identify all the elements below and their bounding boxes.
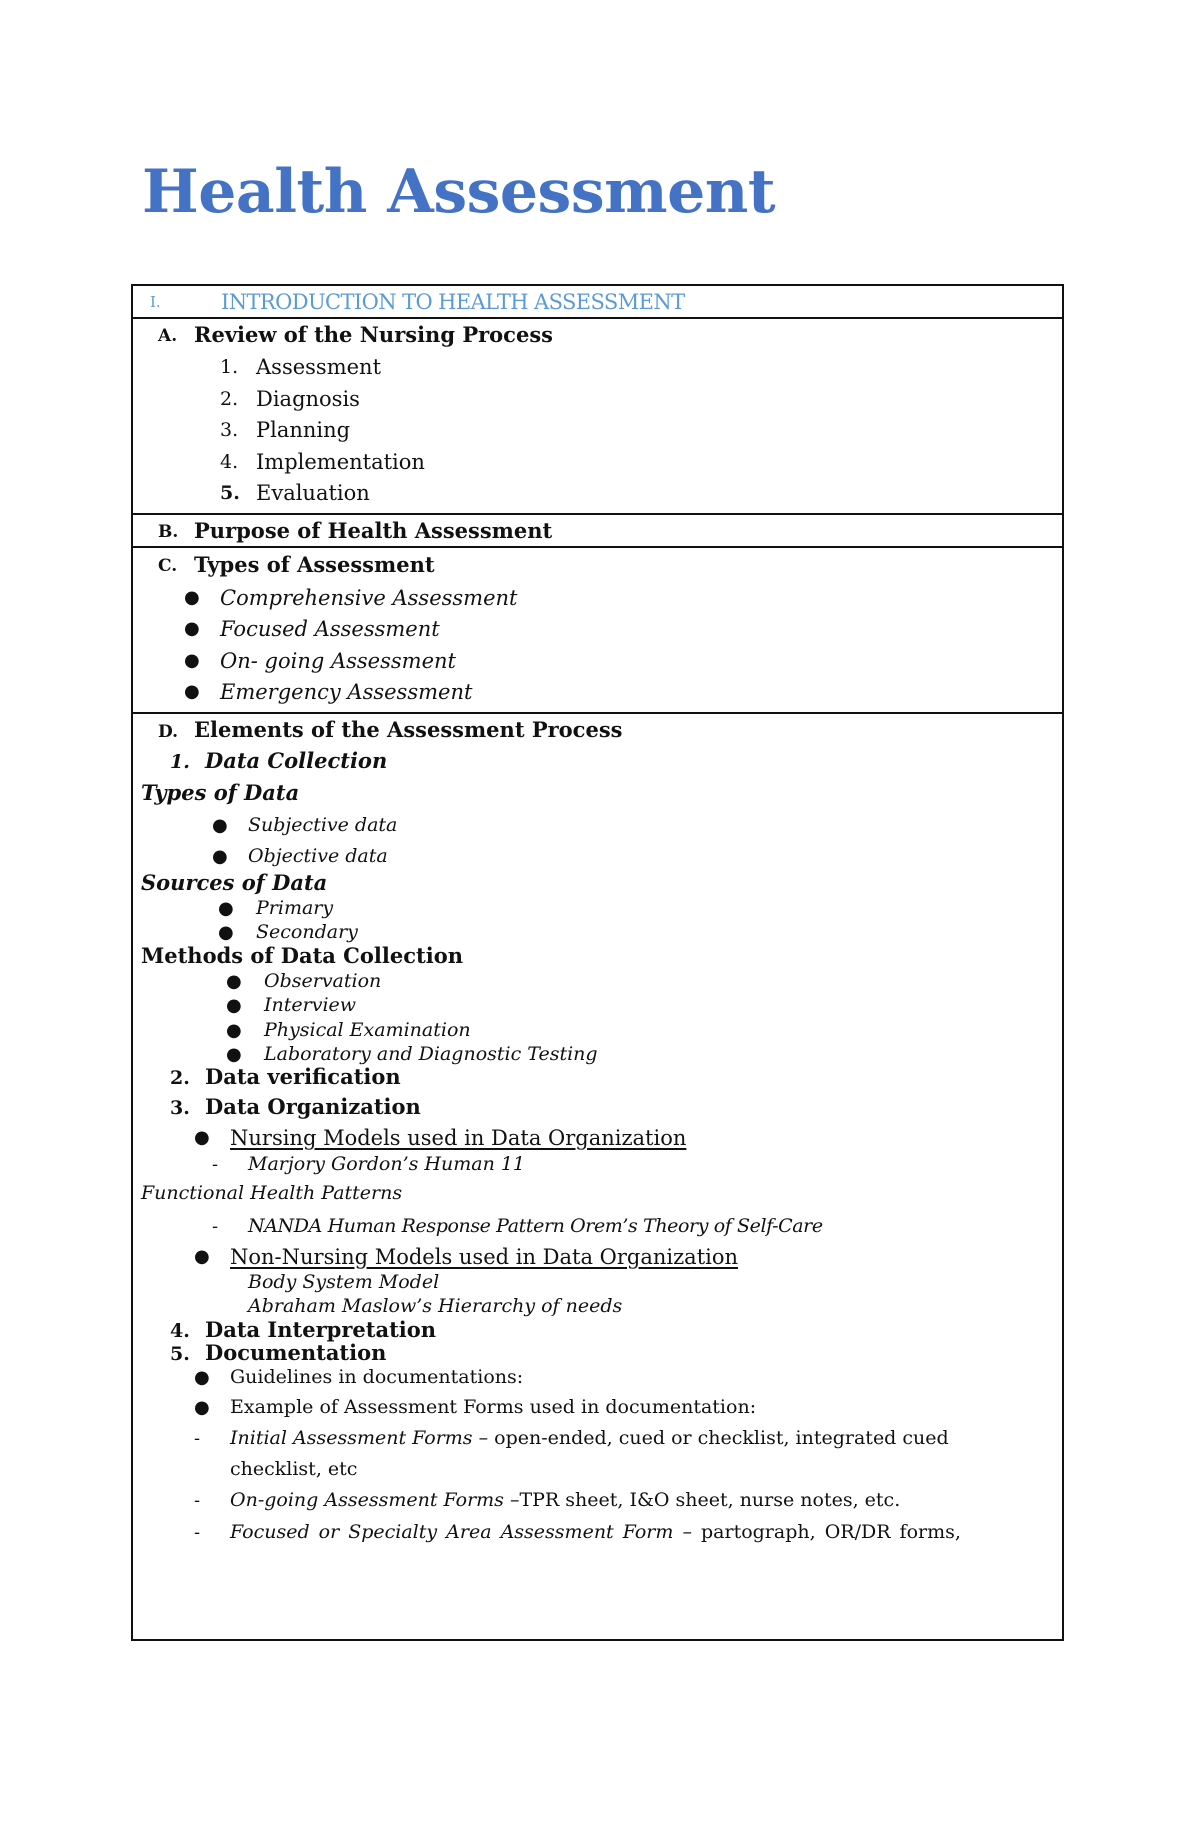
form-line [230, 1520, 961, 1544]
list-item: Functional Health Patterns [141, 1182, 403, 1204]
subsection-number: 1. [170, 751, 190, 773]
section-d-heading: Elements of the Assessment Process [194, 717, 623, 742]
subsection-number: 5. [170, 1343, 190, 1365]
bullet-icon: ● [212, 815, 228, 836]
form-description: – partograph, OR/DR forms, [673, 1521, 961, 1543]
nursing-models-heading: Nursing Models used in Data Organization [230, 1126, 687, 1150]
section-b-letter: B. [158, 522, 179, 542]
list-item-number: 2. [220, 388, 239, 410]
bullet-icon: ● [226, 995, 242, 1016]
section-d-letter: D. [158, 722, 179, 742]
list-item: Physical Examination [264, 1019, 471, 1041]
form-name: Initial Assessment Forms [230, 1427, 473, 1449]
dash-marker: - [212, 1154, 219, 1175]
bullet-icon: ● [184, 618, 200, 639]
form-description: –TPR sheet, I&O sheet, nurse notes, etc. [503, 1489, 901, 1511]
dash-marker: - [194, 1522, 201, 1543]
methods-label: Methods of Data Collection [141, 943, 463, 968]
section-b-heading: Purpose of Health Assessment [194, 518, 553, 543]
non-nursing-models-heading: Non-Nursing Models used in Data Organization [230, 1245, 739, 1269]
section-c-heading: Types of Assessment [194, 552, 435, 577]
bullet-icon: ● [218, 922, 234, 943]
list-item: Comprehensive Assessment [220, 586, 518, 610]
dash-marker: - [194, 1428, 201, 1449]
list-item: NANDA Human Response Pattern Orem’s Theory of Self-Care [248, 1215, 823, 1237]
bullet-icon: ● [226, 1044, 242, 1065]
list-item: Laboratory and Diagnostic Testing [264, 1043, 598, 1065]
subsection-heading: Data Organization [205, 1094, 421, 1119]
list-item-number: 3. [220, 419, 239, 441]
list-item: Planning [256, 418, 351, 442]
subsection-heading: Data Interpretation [205, 1317, 437, 1342]
list-item: Emergency Assessment [220, 680, 473, 704]
list-item: Objective data [248, 845, 388, 867]
form-description: – open-ended, cued or checklist, integrated cued [472, 1427, 949, 1449]
list-item: Observation [264, 970, 382, 992]
bullet-icon: ● [212, 846, 228, 867]
subsection-heading: Data Collection [205, 748, 388, 773]
list-item: Abraham Maslow’s Hierarchy of needs [248, 1295, 623, 1317]
form-line [230, 1426, 949, 1450]
list-item: Subjective data [248, 814, 398, 836]
bullet-icon: ● [226, 971, 242, 992]
list-item: Interview [264, 994, 357, 1016]
types-of-data-label: Types of Data [141, 780, 300, 805]
section-a-heading: Review of the Nursing Process [194, 322, 553, 347]
subsection-number: 2. [170, 1067, 190, 1089]
list-item: Focused Assessment [220, 617, 440, 641]
form-line-continued: checklist, etc [230, 1458, 358, 1480]
form-name: On-going Assessment Forms [230, 1489, 504, 1511]
bullet-icon: ● [184, 681, 200, 702]
bullet-icon: ● [194, 1367, 210, 1388]
bullet-icon: ● [194, 1127, 210, 1148]
bullet-icon: ● [226, 1020, 242, 1041]
list-item-number: 4. [220, 451, 239, 473]
list-item: Marjory Gordon’s Human 11 [248, 1153, 526, 1175]
sources-of-data-label: Sources of Data [141, 870, 328, 895]
subsection-heading: Data verification [205, 1064, 401, 1089]
list-item: Diagnosis [256, 387, 360, 411]
list-item-number: 1. [220, 356, 239, 378]
list-item: Evaluation [256, 481, 370, 505]
section-c-letter: C. [158, 556, 178, 576]
form-name: Focused or Specialty Area Assessment Form [230, 1521, 674, 1543]
section-i-number: I. [150, 293, 161, 311]
list-item: Assessment [256, 355, 382, 379]
page-title: Health Assessment [142, 157, 776, 227]
subsection-heading: Documentation [205, 1340, 387, 1365]
bullet-icon: ● [194, 1397, 210, 1418]
list-item: Primary [256, 897, 334, 919]
dash-marker: - [194, 1490, 201, 1511]
section-a-letter: A. [158, 326, 178, 346]
form-line [230, 1488, 900, 1512]
list-item: On- going Assessment [220, 649, 456, 673]
list-item: Implementation [256, 450, 425, 474]
bullet-icon: ● [184, 587, 200, 608]
list-item: Secondary [256, 921, 358, 943]
dash-marker: - [212, 1216, 219, 1237]
list-item-number: 5. [220, 482, 240, 504]
list-item: Example of Assessment Forms used in documentation: [230, 1396, 757, 1418]
section-i-heading: INTRODUCTION TO HEALTH ASSESSMENT [221, 290, 685, 314]
bullet-icon: ● [218, 898, 234, 919]
list-item: Body System Model [248, 1271, 440, 1293]
bullet-icon: ● [184, 650, 200, 671]
bullet-icon: ● [194, 1246, 210, 1267]
subsection-number: 3. [170, 1097, 190, 1119]
subsection-number: 4. [170, 1320, 190, 1342]
list-item: Guidelines in documentations: [230, 1366, 524, 1388]
